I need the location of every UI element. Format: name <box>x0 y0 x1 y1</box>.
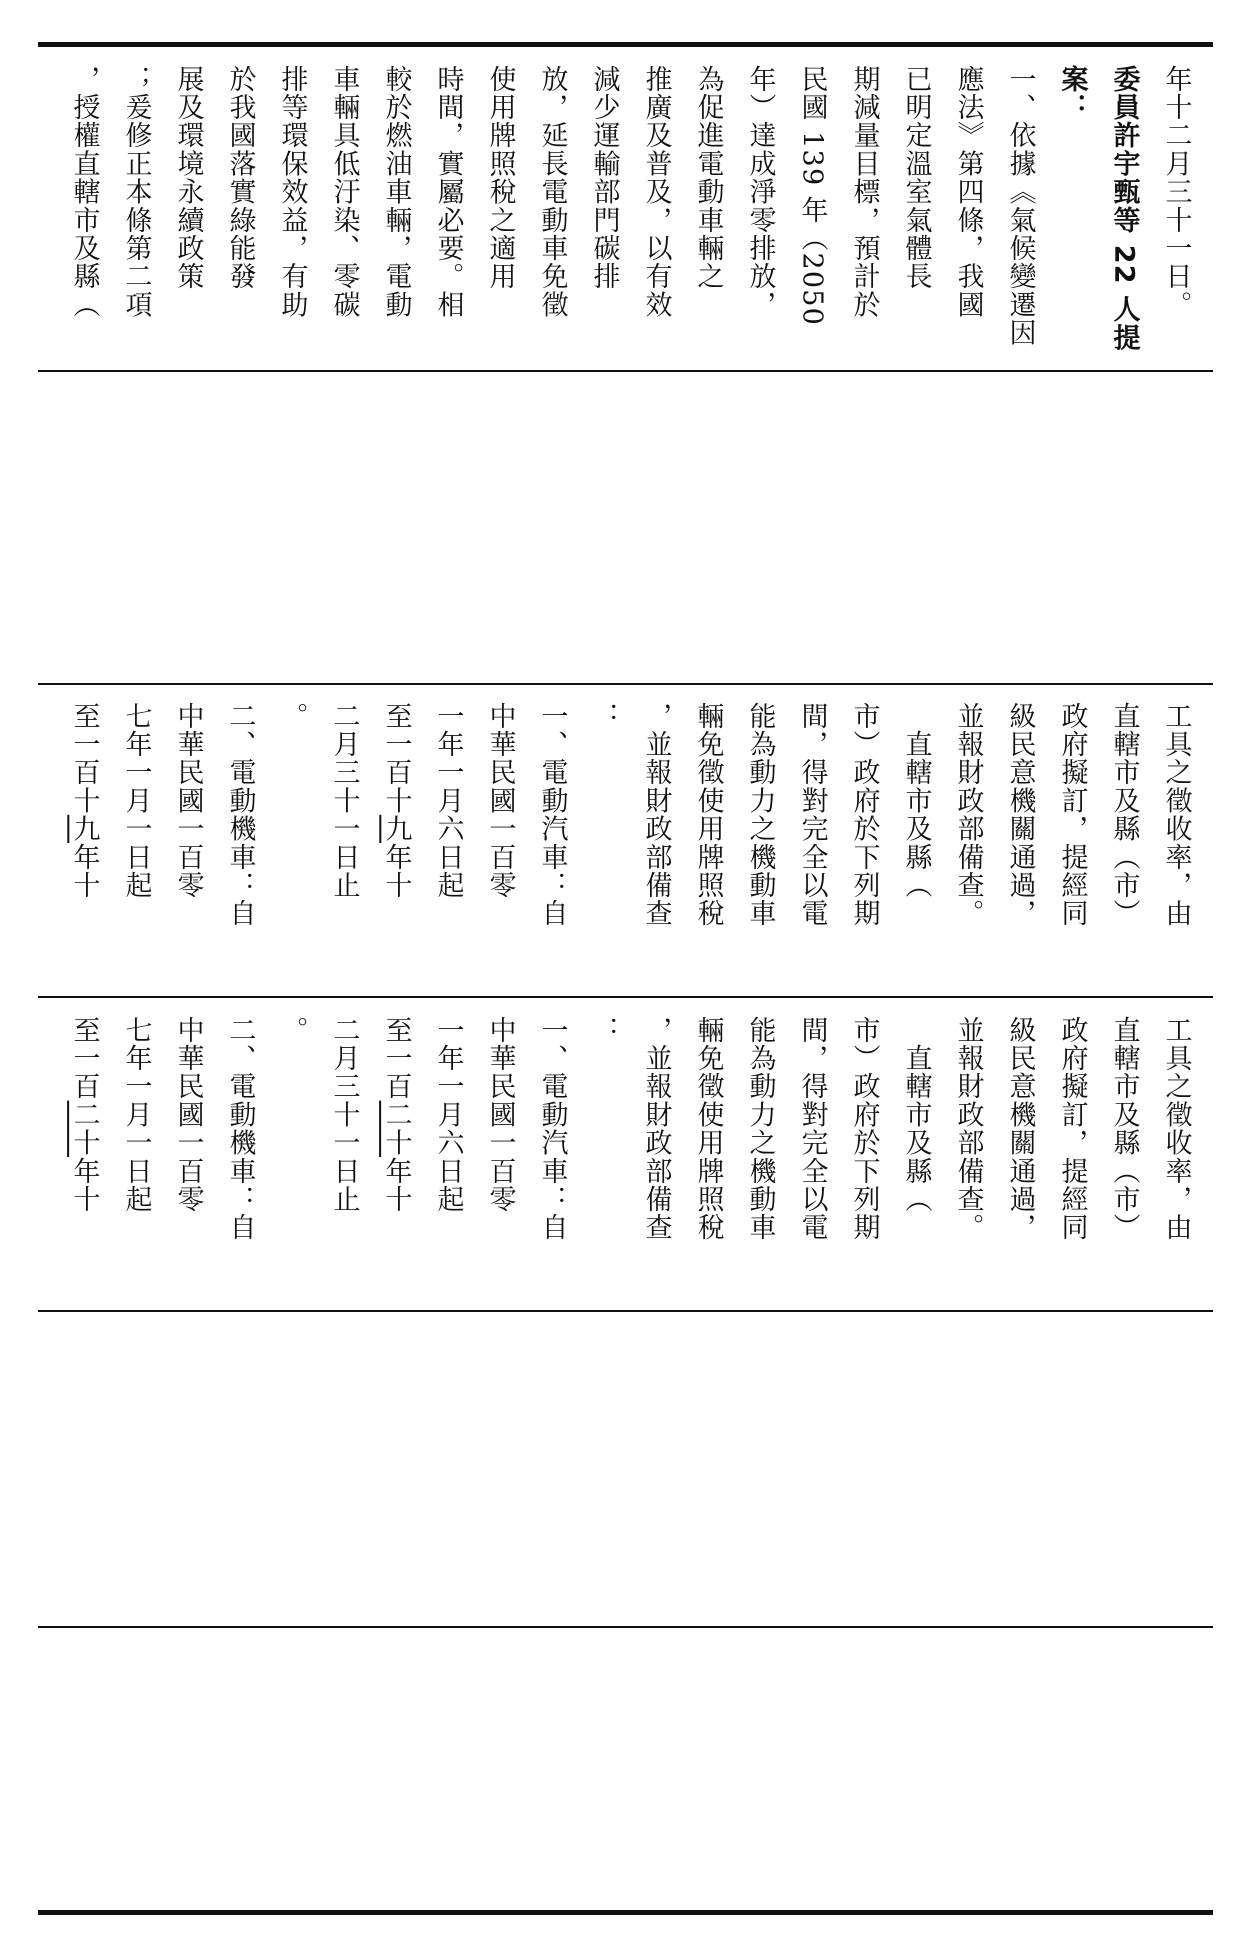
column-text-main: 七年一月一日起 <box>120 702 152 900</box>
column-text <box>640 1016 672 1242</box>
column-text <box>328 65 360 319</box>
text-column <box>630 47 682 370</box>
column-text-main: 並報財政部備查。 <box>952 1016 984 1242</box>
column-text <box>120 65 152 319</box>
column-text <box>848 702 880 928</box>
column-text-tail: 年十 <box>68 1157 100 1214</box>
text-column <box>1098 684 1150 994</box>
column-text <box>900 65 932 291</box>
column-group <box>58 998 1202 1308</box>
column-text <box>796 702 828 928</box>
amended-text: 二十 <box>68 1100 100 1158</box>
column-text-main: 政府擬訂，提經同 <box>1056 1016 1088 1242</box>
column-text-main: 輛免徵使用牌照稅 <box>692 702 724 928</box>
text-column <box>942 998 994 1308</box>
column-text-tail: 年十 <box>380 843 412 900</box>
column-group <box>58 684 1202 994</box>
column-text <box>432 1016 464 1214</box>
column-text <box>744 702 776 928</box>
text-column <box>214 47 266 370</box>
column-text-main: 二月三十一日止 <box>328 702 360 900</box>
column-text-tail: 年十 <box>380 1157 412 1214</box>
column-text <box>380 702 412 900</box>
text-column <box>110 998 162 1308</box>
column-text-main: 並報財政部備查。 <box>952 702 984 928</box>
column-text-main: 能為動力之機動車 <box>744 702 776 928</box>
column-text-main: 時間，實屬必要。相 <box>432 65 464 319</box>
text-column <box>1150 47 1202 370</box>
text-column <box>682 47 734 370</box>
column-text-main: 輛免徵使用牌照稅 <box>692 1016 724 1242</box>
text-column <box>890 684 942 994</box>
bottom-rule <box>38 1910 1213 1915</box>
text-column <box>1150 998 1202 1308</box>
text-column <box>734 998 786 1308</box>
column-text <box>276 65 308 319</box>
column-text-main: 使用牌照稅之適用 <box>484 65 516 291</box>
column-text-main: 至一百十 <box>380 702 412 815</box>
column-text <box>640 65 672 319</box>
column-text-main: 七年一月一日起 <box>120 1016 152 1214</box>
column-text <box>744 1016 776 1242</box>
text-column <box>630 684 682 994</box>
column-text <box>588 1016 620 1045</box>
text-column <box>422 998 474 1308</box>
text-column <box>266 684 318 994</box>
column-text <box>536 65 568 319</box>
column-text-main: 間，得對完全以電 <box>796 702 828 928</box>
section-empty-2 <box>52 1628 1202 1908</box>
column-text-main: 直轄市及縣（市） <box>1108 702 1140 928</box>
text-column <box>266 998 318 1308</box>
column-text-main: 年）達成淨零排放， <box>744 65 776 319</box>
column-text-main: 直轄市及縣（ <box>900 1016 932 1214</box>
text-column <box>1150 684 1202 994</box>
column-text-main: ，並報財政部備查 <box>640 1016 672 1242</box>
column-text <box>276 702 308 731</box>
column-text <box>484 65 516 291</box>
text-column <box>578 47 630 370</box>
column-text-main: 車輛具低汙染、零碳 <box>328 65 360 319</box>
column-text <box>68 1016 100 1214</box>
text-column <box>1046 998 1098 1308</box>
column-text-main: 二、電動機車：自 <box>224 1016 256 1242</box>
amended-text: 二十 <box>380 1100 412 1158</box>
text-column <box>890 47 942 370</box>
text-column <box>370 684 422 994</box>
column-text-main: 市）政府於下列期 <box>848 702 880 928</box>
column-text-main: 一、電動汽車：自 <box>536 1016 568 1242</box>
column-text <box>1108 65 1140 352</box>
column-text <box>1160 1016 1192 1242</box>
text-column <box>58 47 110 370</box>
column-text-main: 案： <box>1056 65 1088 122</box>
column-text <box>484 1016 516 1214</box>
column-text <box>848 65 880 319</box>
column-text-main: 中華民國一百零 <box>484 702 516 900</box>
column-text <box>484 702 516 900</box>
column-text-main: 市）政府於下列期 <box>848 1016 880 1242</box>
column-text-main: 排等環保效益，有助 <box>276 65 308 319</box>
row-divider <box>38 370 1213 372</box>
text-column <box>58 998 110 1308</box>
column-text <box>952 65 984 319</box>
column-text-main: 能為動力之機動車 <box>744 1016 776 1242</box>
column-text <box>692 65 724 291</box>
column-text <box>952 1016 984 1242</box>
column-text <box>224 1016 256 1242</box>
column-text-main: 於我國落實綠能發 <box>224 65 256 291</box>
column-text-main: 直轄市及縣（市） <box>1108 1016 1140 1242</box>
column-text <box>432 702 464 900</box>
column-text-main: 中華民國一百零 <box>484 1016 516 1214</box>
text-column <box>474 47 526 370</box>
column-text <box>692 1016 724 1242</box>
column-text-main: 級民意機關通過， <box>1004 1016 1036 1242</box>
text-column <box>838 684 890 994</box>
text-column <box>526 998 578 1308</box>
text-column <box>890 998 942 1308</box>
text-column <box>682 998 734 1308</box>
text-column <box>318 47 370 370</box>
text-column <box>734 684 786 994</box>
column-text-main: 級民意機關通過， <box>1004 702 1036 928</box>
text-column <box>1098 47 1150 370</box>
column-text-main: 中華民國一百零 <box>172 1016 204 1214</box>
column-text <box>1056 65 1088 122</box>
column-text <box>1108 1016 1140 1242</box>
column-text-main: 二月三十一日止 <box>328 1016 360 1214</box>
text-column <box>838 998 890 1308</box>
text-column <box>162 998 214 1308</box>
column-text <box>1004 1016 1036 1242</box>
column-text-main: 至一百十 <box>68 702 100 815</box>
text-column <box>214 684 266 994</box>
row-divider <box>38 683 1213 685</box>
text-column <box>214 998 266 1308</box>
text-column <box>526 684 578 994</box>
text-column <box>682 684 734 994</box>
column-text-main: 一、電動汽車：自 <box>536 702 568 928</box>
text-column <box>578 998 630 1308</box>
text-column <box>162 684 214 994</box>
column-text <box>120 1016 152 1214</box>
column-text <box>68 702 100 900</box>
text-column <box>370 998 422 1308</box>
column-text <box>640 702 672 928</box>
text-column <box>578 684 630 994</box>
column-text-main: 一年一月六日起 <box>432 702 464 900</box>
column-text <box>1160 65 1192 319</box>
column-text <box>744 65 776 319</box>
column-text <box>1056 1016 1088 1242</box>
text-column <box>474 684 526 994</box>
column-text <box>952 702 984 928</box>
column-text-main: 工具之徵收率，由 <box>1160 1016 1192 1242</box>
column-text-main: 至一百 <box>68 1016 100 1101</box>
column-text-main: 民國 139 年（2050 <box>796 65 828 327</box>
column-text-main: 一、依據《氣候變遷因 <box>1004 65 1036 347</box>
column-text-main: ，授權直轄市及縣（ <box>68 65 100 319</box>
text-column <box>1046 47 1098 370</box>
column-text-main: 二、電動機車：自 <box>224 702 256 928</box>
column-text-main: 直轄市及縣（ <box>900 702 932 900</box>
column-group <box>58 47 1202 370</box>
text-column <box>110 684 162 994</box>
column-text <box>588 65 620 291</box>
column-text <box>380 65 412 319</box>
text-column <box>1046 684 1098 994</box>
column-text-main: 推廣及普及，以有效 <box>640 65 672 319</box>
text-column <box>942 684 994 994</box>
column-text <box>1160 702 1192 928</box>
amended-text: 九 <box>380 814 412 844</box>
text-column <box>786 684 838 994</box>
column-text-main: 政府擬訂，提經同 <box>1056 702 1088 928</box>
column-text <box>328 702 360 900</box>
text-column <box>526 47 578 370</box>
text-column <box>994 998 1046 1308</box>
column-text-main: 年十二月三十一日。 <box>1160 65 1192 319</box>
text-column <box>942 47 994 370</box>
text-column <box>786 998 838 1308</box>
column-text <box>900 702 932 900</box>
section-current <box>52 998 1202 1308</box>
section-amended <box>52 684 1202 994</box>
section-proposal <box>52 47 1202 370</box>
column-text-main: 為促進電動車輛之 <box>692 65 724 291</box>
text-column <box>474 998 526 1308</box>
column-text <box>276 1016 308 1045</box>
text-column <box>630 998 682 1308</box>
column-text <box>172 1016 204 1214</box>
text-column <box>318 998 370 1308</box>
text-column <box>994 47 1046 370</box>
column-text-main: 工具之徵收率，由 <box>1160 702 1192 928</box>
column-text-main: 中華民國一百零 <box>172 702 204 900</box>
column-text <box>848 1016 880 1242</box>
column-text <box>224 65 256 291</box>
column-text-main: ： <box>588 702 620 731</box>
column-text <box>172 702 204 900</box>
text-column <box>110 47 162 370</box>
text-column <box>422 47 474 370</box>
column-text <box>380 1016 412 1214</box>
text-column <box>266 47 318 370</box>
column-text <box>432 65 464 319</box>
text-column <box>162 47 214 370</box>
text-column <box>318 684 370 994</box>
text-column <box>370 47 422 370</box>
column-text-main: 期減量目標，預計於 <box>848 65 880 319</box>
text-column <box>1098 998 1150 1308</box>
column-text-main: 。 <box>276 702 308 731</box>
column-text <box>172 65 204 291</box>
column-text <box>1004 65 1036 347</box>
column-text <box>796 1016 828 1242</box>
column-text-tail: 年十 <box>68 843 100 900</box>
amended-text: 九 <box>68 814 100 844</box>
column-text <box>692 702 724 928</box>
text-column <box>994 684 1046 994</box>
column-text-main: ，並報財政部備查 <box>640 702 672 928</box>
column-text-main: 減少運輸部門碳排 <box>588 65 620 291</box>
column-text <box>224 702 256 928</box>
column-text <box>900 1016 932 1214</box>
column-text <box>328 1016 360 1214</box>
column-text <box>68 65 100 319</box>
column-text <box>1108 702 1140 928</box>
text-column <box>58 684 110 994</box>
text-column <box>422 684 474 994</box>
column-text-main: 展及環境永續政策 <box>172 65 204 291</box>
column-text-main: 委員許宇甄等 22 人提 <box>1108 65 1140 352</box>
column-text-main: 間，得對完全以電 <box>796 1016 828 1242</box>
column-text <box>588 702 620 731</box>
column-text <box>536 702 568 928</box>
section-empty-1 <box>52 1312 1202 1624</box>
column-text-main: ： <box>588 1016 620 1045</box>
column-text-main: 應法》第四條，我國 <box>952 65 984 319</box>
text-column <box>786 47 838 370</box>
column-text-main: 。 <box>276 1016 308 1045</box>
column-text <box>796 65 828 327</box>
column-text <box>1004 702 1036 928</box>
column-text <box>120 702 152 900</box>
text-column <box>838 47 890 370</box>
column-text <box>1056 702 1088 928</box>
column-text-main: 較於燃油車輛，電動 <box>380 65 412 319</box>
column-text-main: 已明定溫室氣體長 <box>900 65 932 291</box>
column-text-main: 至一百 <box>380 1016 412 1101</box>
column-text-main: ；爰修正本條第二項 <box>120 65 152 319</box>
column-text-main: 一年一月六日起 <box>432 1016 464 1214</box>
text-column <box>734 47 786 370</box>
column-text-main: 放，延長電動車免徵 <box>536 65 568 319</box>
column-text <box>536 1016 568 1242</box>
